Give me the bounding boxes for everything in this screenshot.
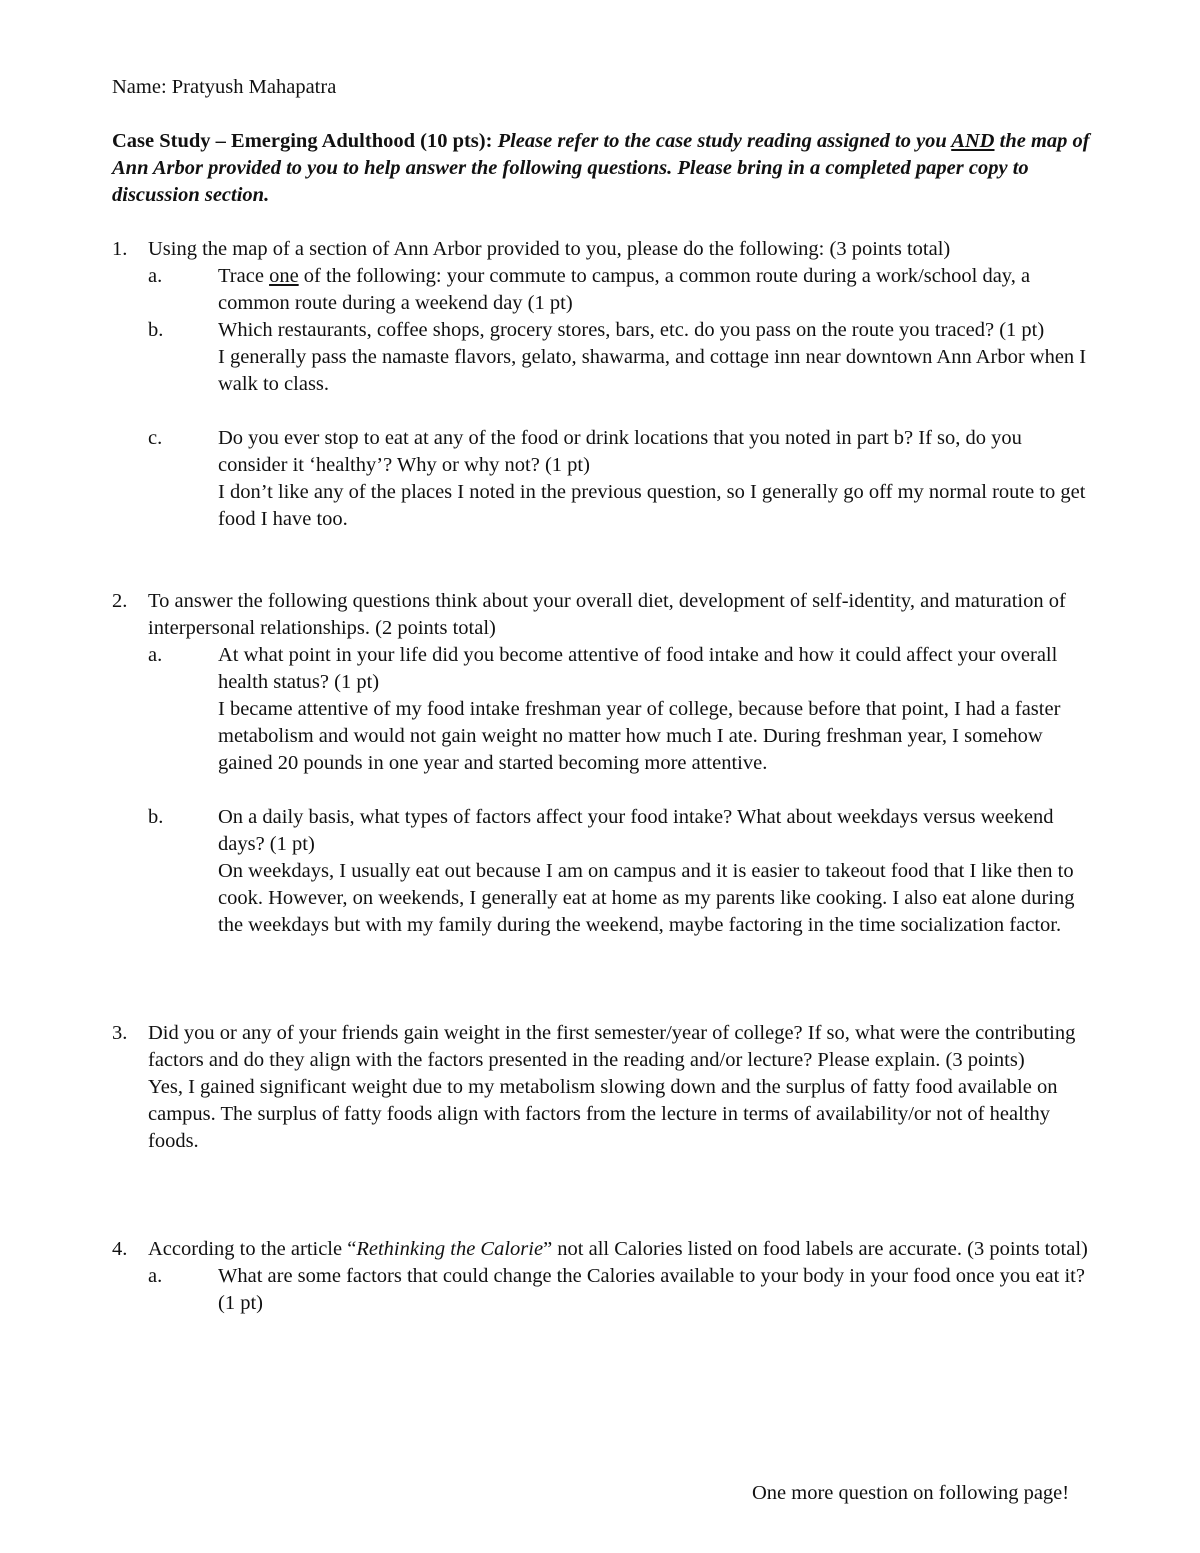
assignment-header: [112, 128, 1092, 209]
subquestion-letter: b.: [148, 806, 164, 828]
subquestion-text: Do you ever stop to eat at any of the food or drink locations that you noted in part b? If so, do you consider it ‘healthy’? Why or why not? (1 pt): [218, 427, 1022, 476]
answer-text: I became attentive of my food intake freshman year of college, because before that point, I had a faster metabolism and would not gain weight no matter how much I ate. During freshman year, I somehow gained 20 pounds in one year and started becoming more attentive.: [218, 698, 1061, 774]
answer-text: I don’t like any of the places I noted in the previous question, so I generally go off my normal route to get food I have too.: [218, 481, 1086, 530]
question-number: 2.: [112, 590, 128, 612]
subquestion-1c: [112, 425, 1092, 533]
question-number: 3.: [112, 1022, 128, 1044]
emphasis-one: one: [269, 265, 299, 287]
article-title: Rethinking the Calorie: [356, 1238, 544, 1260]
subquestion-1b: [112, 317, 1092, 398]
instructions-part1: Please refer to the case study reading assigned to you: [497, 130, 952, 152]
subquestion-text: On a daily basis, what types of factors affect your food intake? What about weekdays versus weekend days? (1 pt): [218, 806, 1054, 855]
question-4: [112, 1236, 1092, 1317]
question-text: According to the article “Rethinking the Calorie” not all Calories listed on food labels are accurate. (3 points total): [148, 1238, 1088, 1260]
subquestion-1a: [112, 263, 1092, 317]
assignment-title: Case Study – Emerging Adulthood (10 pts):: [112, 130, 498, 152]
subquestion-text: At what point in your life did you become attentive of food intake and how it could affect your overall health status? (1 pt): [218, 644, 1058, 693]
footer-note: One more question on following page!: [752, 1481, 1070, 1504]
subquestion-letter: a.: [148, 265, 163, 287]
subquestion-letter: a.: [148, 1265, 163, 1287]
subquestion-letter: b.: [148, 319, 164, 341]
question-text: To answer the following questions think about your overall diet, development of self-identity, and maturation of interpersonal relationships. (2 points total): [148, 590, 1066, 639]
question-text: Did you or any of your friends gain weight in the first semester/year of college? If so, what were the contributing factors and do they align with the factors presented in the reading and/or lecture? Please explain. (3 points): [148, 1022, 1076, 1071]
answer-text: On weekdays, I usually eat out because I am on campus and it is easier to takeout food that I like then to cook. However, on weekends, I generally eat at home as my parents like cooking. I also eat alone during the weekdays but with my family during the weekend, maybe factoring in the time socialization factor.: [218, 860, 1075, 936]
subquestion-2a: [112, 642, 1092, 777]
question-1: [112, 236, 1092, 533]
subquestion-text: Trace one of the following: your commute to campus, a common route during a work/school day, a common route during a weekend day (1 pt): [218, 265, 1031, 314]
answer-text: I generally pass the namaste flavors, gelato, shawarma, and cottage inn near downtown Ann Arbor when I walk to class.: [218, 346, 1087, 395]
subquestion-text: Which restaurants, coffee shops, grocery stores, bars, etc. do you pass on the route you traced? (1 pt): [218, 319, 1045, 341]
question-3: [112, 1020, 1092, 1155]
instructions-and: AND: [951, 130, 995, 152]
question-2: [112, 588, 1092, 939]
subquestion-4a: [112, 1263, 1092, 1317]
instructions-part2: the map of Ann Arbor provided to you to help answer the following questions. Please bring in a completed paper copy to discussion section.: [112, 130, 1090, 206]
subquestion-text: What are some factors that could change the Calories available to your body in your food once you eat it? (1 pt): [218, 1265, 1085, 1314]
student-name: Name: Pratyush Mahapatra: [112, 76, 337, 98]
question-number: 4.: [112, 1238, 128, 1260]
question-number: 1.: [112, 238, 128, 260]
question-text: Using the map of a section of Ann Arbor provided to you, please do the following: (3 points total): [148, 238, 951, 260]
subquestion-letter: c.: [148, 427, 163, 449]
answer-text: Yes, I gained significant weight due to my metabolism slowing down and the surplus of fatty food available on campus. The surplus of fatty foods align with factors from the lecture in terms of availability/or not of healthy foods.: [148, 1076, 1058, 1152]
subquestion-letter: a.: [148, 644, 163, 666]
subquestion-2b: [112, 804, 1092, 939]
